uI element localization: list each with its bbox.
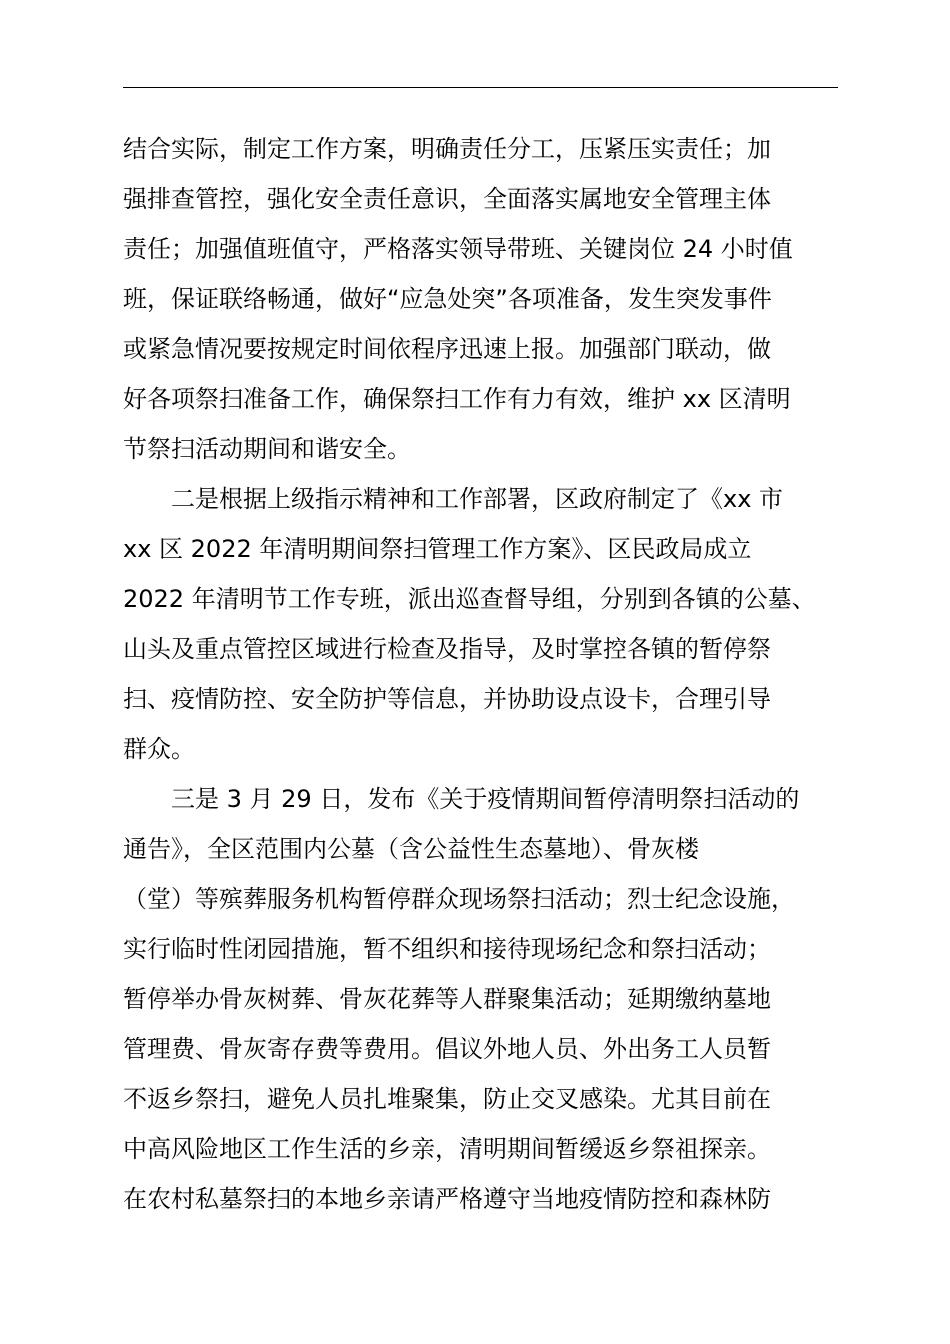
text-line: 扫、疫情防控、安全防护等信息，并协助设点设卡，合理引导 (123, 685, 771, 713)
text-line: 或紧急情况要按规定时间依程序迅速上报。加强部门联动，做 (123, 335, 771, 363)
text-line: 班，保证联络畅通，做好“应急处突”各项准备，发生突发事件 (123, 285, 772, 313)
text-line: 在农村私墓祭扫的本地乡亲请严格遵守当地疫情防控和森林防 (123, 1185, 771, 1213)
paragraph-start-line: 三是 3 月 29 日，发布《关于疫情期间暂停清明祭扫活动的 (171, 785, 800, 813)
text-line: 暂停举办骨灰树葬、骨灰花葬等人群聚集活动；延期缴纳墓地 (123, 985, 771, 1013)
text-line: 不返乡祭扫，避免人员扎堆聚集，防止交叉感染。尤其目前在 (123, 1085, 771, 1113)
text-line: （堂）等殡葬服务机构暂停群众现场祭扫活动；烈士纪念设施， (123, 885, 795, 913)
text-line: xx 区 2022 年清明期间祭扫管理工作方案》、区民政局成立 (123, 535, 752, 563)
document-body (123, 124, 853, 1224)
text-line: 中高风险地区工作生活的乡亲，清明期间暂缓返乡祭祖探亲。 (123, 1135, 771, 1163)
text-line: 结合实际，制定工作方案，明确责任分工，压紧压实责任；加 (123, 135, 771, 163)
text-line: 通告》，全区范围内公墓（含公益性生态墓地）、骨灰楼 (123, 835, 699, 863)
text-line: 2022 年清明节工作专班，派出巡查督导组，分别到各镇的公墓、 (123, 585, 816, 613)
text-line: 管理费、骨灰寄存费等费用。倡议外地人员、外出务工人员暂 (123, 1035, 771, 1063)
header-rule (123, 87, 838, 88)
text-line: 责任；加强值班值守，严格落实领导带班、关键岗位 24 小时值 (123, 235, 793, 263)
text-line: 实行临时性闭园措施，暂不组织和接待现场纪念和祭扫活动； (123, 935, 771, 963)
text-line: 山头及重点管控区域进行检查及指导，及时掌控各镇的暂停祭 (123, 635, 771, 663)
text-line: 好各项祭扫准备工作，确保祭扫工作有力有效，维护 xx 区清明 (123, 385, 791, 413)
paragraph-start-line: 二是根据上级指示精神和工作部署，区政府制定了《xx 市 (171, 485, 784, 513)
text-line: 群众。 (123, 735, 195, 763)
text-line: 节祭扫活动期间和谐安全。 (123, 435, 411, 463)
text-line: 强排查管控，强化安全责任意识，全面落实属地安全管理主体 (123, 185, 771, 213)
